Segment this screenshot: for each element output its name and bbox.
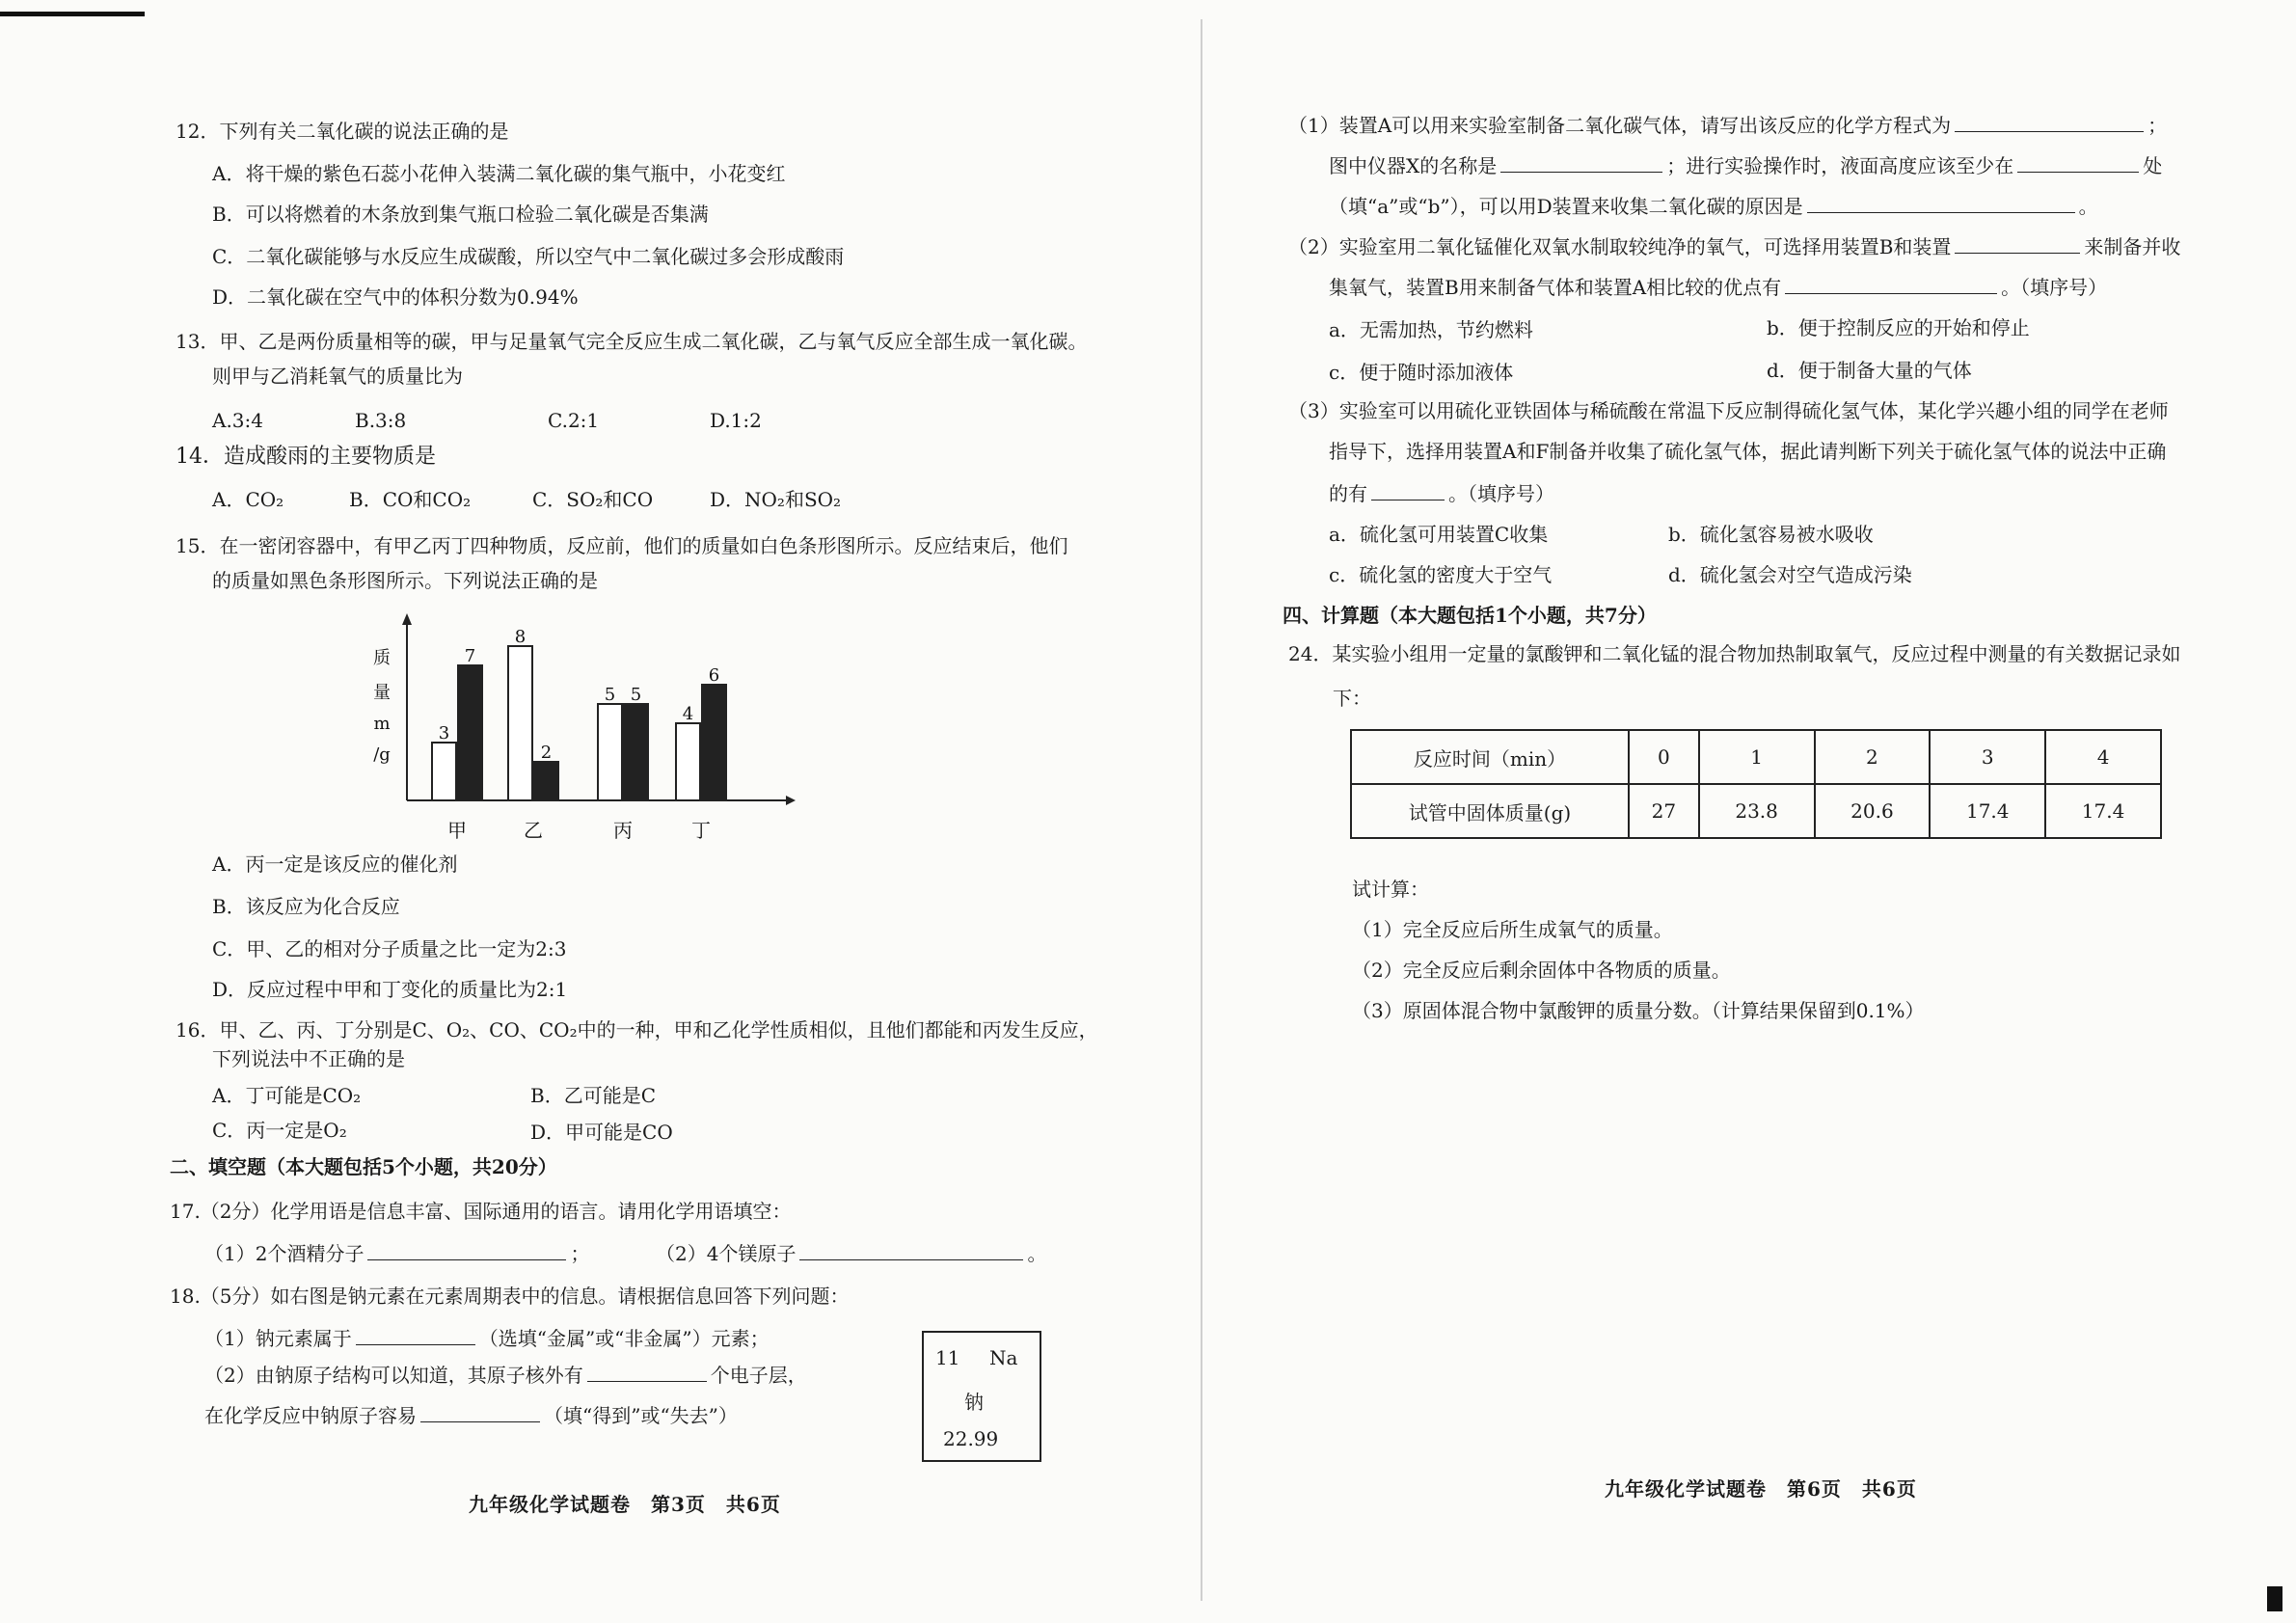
q14-option-b: B．CO和CO₂ <box>349 488 472 511</box>
q12-option-a: A．将干燥的紫色石蕊小花伸入装满二氧化碳的集气瓶中，小花变红 <box>212 162 786 185</box>
q24-try-calc: 试计算： <box>1352 878 1429 901</box>
sodium-element-cell <box>922 1331 1041 1462</box>
q18-part-1-label: （1）钠元素属于 <box>204 1327 352 1350</box>
q13-option-a: A.3:4 <box>212 409 263 432</box>
table-cell: 23.8 <box>1699 784 1815 838</box>
q23-2-option-a: a．无需加热，节约燃料 <box>1329 318 1533 341</box>
element-name: 钠 <box>964 1391 984 1414</box>
bar-before-1 <box>432 743 456 800</box>
q23-reason-blank[interactable] <box>1807 195 2075 213</box>
q17-answer-2-blank[interactable] <box>799 1242 1023 1260</box>
q23-1-text-f: （填“a”或“b”），可以用D装置来收集二氧化碳的原因是 <box>1329 195 1803 218</box>
category-label: 丁 <box>691 819 711 842</box>
q14-option-d: D．NO₂和SO₂ <box>710 488 842 511</box>
q23-part-1-line-2 <box>1329 154 2162 177</box>
q15-option-a: A．丙一定是该反应的催化剂 <box>212 852 458 876</box>
q15-stem-1: 15．在一密闭容器中，有甲乙丙丁四种物质，反应前，他们的质量如白色条形图所示。反应结束后，他们 <box>176 534 1068 557</box>
q23-1-text-d: ；进行实验操作时，液面高度应该至少在 <box>1666 154 2014 177</box>
q23-2-option-d: d．便于制备大量的气体 <box>1767 359 1972 382</box>
y-axis-label-line: m <box>373 714 391 734</box>
q14-option-a: A．CO₂ <box>212 488 284 511</box>
bar-value-label: 5 <box>630 685 642 705</box>
right-page-footer: 九年级化学试题卷 第6页 共6页 <box>1605 1477 1917 1501</box>
q17-answer-1-blank[interactable] <box>367 1242 566 1260</box>
q17-part-2 <box>656 1242 1046 1265</box>
q23-part-3-line-3 <box>1329 482 1554 505</box>
q13-stem-1: 13．甲、乙是两份质量相等的碳，甲与足量氧气完全反应生成二氧化碳，乙与氧气反应全部生成一氧化碳。 <box>176 330 1088 353</box>
table-cell: 17.4 <box>1930 784 2045 838</box>
q23-advantage-blank[interactable] <box>1785 276 1997 294</box>
q23-1-text-g: 。 <box>2078 195 2098 218</box>
q23-2-text-b: 来制备并收 <box>2084 235 2181 258</box>
table-cell: 20.6 <box>1815 784 1931 838</box>
table-cell: 2 <box>1815 730 1931 784</box>
table-cell: 4 <box>2045 730 2161 784</box>
q23-2-text-a: （2）实验室用二氧化锰催化双氧水制取较纯净的氧气，可选择用装置B和装置 <box>1288 235 1952 258</box>
q23-2-text-c: 集氧气，装置B用来制备气体和装置A相比较的优点有 <box>1329 276 1782 299</box>
q14-stem: 14．造成酸雨的主要物质是 <box>176 445 436 469</box>
table-row-mass <box>1351 784 2161 838</box>
q23-part-3-line-2: 指导下，选择用装置A和F制备并收集了硫化氢气体，据此请判断下列关于硫化氢气体的说法中正确 <box>1329 440 2167 463</box>
q23-part-2-line-2 <box>1329 276 2107 299</box>
table-cell: 27 <box>1629 784 1699 838</box>
right-page <box>1205 0 2296 1623</box>
page-divider <box>1201 19 1202 1601</box>
q17-part-2-end: 。 <box>1027 1242 1047 1265</box>
q16-option-d: D．甲可能是CO <box>530 1121 673 1144</box>
q18-part-2-end: 个电子层， <box>710 1364 807 1387</box>
y-axis-arrow <box>402 613 412 625</box>
table-cell: 17.4 <box>2045 784 2161 838</box>
q16-option-c: C．丙一定是O₂ <box>212 1119 347 1142</box>
q23-equation-blank[interactable] <box>1955 114 2144 132</box>
q15-stem-2: 的质量如黑色条形图所示。下列说法正确的是 <box>212 569 598 592</box>
bar-after-3 <box>624 704 648 800</box>
q16-stem-2: 下列说法中不正确的是 <box>212 1047 405 1070</box>
q12-option-c: C．二氧化碳能够与水反应生成碳酸，所以空气中二氧化碳过多会形成酸雨 <box>212 245 845 268</box>
q17-part-1 <box>204 1242 589 1265</box>
bar-before-4 <box>676 723 700 800</box>
q23-part-1-line-3 <box>1329 195 2098 218</box>
q16-option-b: B．乙可能是C <box>530 1084 656 1107</box>
q15-option-c: C．甲、乙的相对分子质量之比一定为2:3 <box>212 937 567 960</box>
q24-calc-1: （1）完全反应后所生成氧气的质量。 <box>1352 918 1673 941</box>
q23-h2s-blank[interactable] <box>1371 482 1445 500</box>
q23-3-option-b: b．硫化氢容易被水吸收 <box>1668 523 1874 546</box>
bar-value-label: 3 <box>438 723 450 744</box>
bar-value-label: 6 <box>708 665 720 686</box>
q23-part-2-line-1 <box>1288 235 2180 258</box>
q23-1-text-c: 图中仪器X的名称是 <box>1329 154 1498 177</box>
q23-3-option-a: a．硫化氢可用装置C收集 <box>1329 523 1549 546</box>
bar-after-2 <box>534 762 558 800</box>
bar-after-4 <box>702 685 726 800</box>
q23-3-text-b: 。（填序号） <box>1448 482 1554 505</box>
q18-part-2-label: （2）由钠原子结构可以知道，其原子核外有 <box>204 1364 583 1387</box>
q18-part-3-label: 在化学反应中钠原子容易 <box>204 1404 417 1427</box>
category-label: 丙 <box>613 819 633 842</box>
q14-option-c: C．SO₂和CO <box>532 488 654 511</box>
atomic-mass: 22.99 <box>943 1427 999 1450</box>
q18-answer-1-blank[interactable] <box>356 1327 475 1345</box>
q17-part-1-end: ； <box>570 1242 590 1265</box>
table-cell: 反应时间（min） <box>1351 730 1629 784</box>
q18-answer-3-blank[interactable] <box>420 1404 540 1422</box>
q24-calc-3: （3）原固体混合物中氯酸钾的质量分数。（计算结果保留到0.1%） <box>1352 999 1925 1022</box>
q12-option-d: D．二氧化碳在空气中的体积分数为0.94% <box>212 285 579 309</box>
q24-calc-2: （2）完全反应后剩余固体中各物质的质量。 <box>1352 959 1731 982</box>
mass-bar-chart-svg <box>357 606 800 847</box>
bar-before-3 <box>598 704 622 800</box>
q13-option-d: D.1:2 <box>710 409 762 432</box>
q23-2-option-b: b．便于控制反应的开始和停止 <box>1767 316 2030 339</box>
table-row-time <box>1351 730 2161 784</box>
q23-1-text-b: ； <box>2147 114 2168 137</box>
q15-option-d: D．反应过程中甲和丁变化的质量比为2:1 <box>212 978 568 1001</box>
bar-before-2 <box>508 646 532 800</box>
q18-answer-2-blank[interactable] <box>587 1364 707 1382</box>
q13-option-b: B.3:8 <box>355 409 407 432</box>
table-cell: 0 <box>1629 730 1699 784</box>
category-label: 乙 <box>524 819 543 842</box>
q17-part-1-label: （1）2个酒精分子 <box>204 1242 365 1265</box>
category-label: 甲 <box>447 819 467 842</box>
q23-liquid-level-blank[interactable] <box>2017 154 2139 173</box>
bar-value-label: 5 <box>604 685 616 705</box>
bar-value-label: 7 <box>464 646 476 666</box>
q13-option-c: C.2:1 <box>548 409 600 432</box>
q15-option-b: B．该反应为化合反应 <box>212 895 400 918</box>
q17-stem: 17.（2分）化学用语是信息丰富、国际通用的语言。请用化学用语填空： <box>170 1200 792 1223</box>
q13-stem-2: 则甲与乙消耗氧气的质量比为 <box>212 365 463 388</box>
bar-value-label: 2 <box>540 743 553 763</box>
q23-part-1-line-1 <box>1288 114 2167 137</box>
section-4-heading: 四、计算题（本大题包括1个小题，共7分） <box>1283 604 1657 627</box>
q23-3-option-c: c．硫化氢的密度大于空气 <box>1329 563 1553 586</box>
q18-part-3-hint: （填“得到”或“失去”） <box>544 1404 738 1427</box>
bar-value-label: 4 <box>682 704 694 724</box>
element-symbol: Na <box>989 1346 1018 1369</box>
q18-part-3 <box>204 1404 738 1427</box>
q23-3-text-a: 的有 <box>1329 482 1367 505</box>
left-page-footer: 九年级化学试题卷 第3页 共6页 <box>469 1493 781 1516</box>
q23-3-option-d: d．硫化氢会对空气造成污染 <box>1668 563 1912 586</box>
q23-instrument-x-blank[interactable] <box>1500 154 1662 173</box>
bar-value-label: 8 <box>514 627 527 647</box>
q16-stem-1: 16．甲、乙、丙、丁分别是C、O₂、CO、CO₂中的一种，甲和乙化学性质相似，且他们都能和丙发生反应， <box>176 1018 1098 1041</box>
q23-part-3-line-1: （3）实验室可以用硫化亚铁固体与稀硫酸在常温下反应制得硫化氢气体，某化学兴趣小组的同学在老师 <box>1288 399 2169 422</box>
mass-bar-chart <box>357 606 800 851</box>
q18-stem: 18.（5分）如右图是钠元素在元素周期表中的信息。请根据信息回答下列问题： <box>170 1285 850 1308</box>
table-cell: 3 <box>1930 730 2045 784</box>
y-axis-label-line: 质 <box>373 648 391 668</box>
x-axis-arrow <box>786 796 796 805</box>
bar-after-1 <box>458 665 482 800</box>
q18-part-1 <box>204 1327 770 1350</box>
q23-2-text-d: 。（填序号） <box>2001 276 2108 299</box>
q12-option-b: B．可以将燃着的木条放到集气瓶口检验二氧化碳是否集满 <box>212 203 709 226</box>
y-axis-label-line: /g <box>373 744 391 765</box>
q23-1-text-a: （1）装置A可以用来实验室制备二氧化碳气体，请写出该反应的化学方程式为 <box>1288 114 1952 137</box>
table-cell: 试管中固体质量(g) <box>1351 784 1629 838</box>
reaction-data-table <box>1350 729 2162 839</box>
q12-stem: 12．下列有关二氧化碳的说法正确的是 <box>176 120 509 143</box>
q24-stem-1: 24．某实验小组用一定量的氯酸钾和二氧化锰的混合物加热制取氧气，反应过程中测量的有关数据记录如 <box>1288 642 2181 665</box>
q23-2-option-c: c．便于随时添加液体 <box>1329 361 1514 384</box>
atomic-number: 11 <box>935 1346 960 1369</box>
section-2-heading: 二、填空题（本大题包括5个小题，共20分） <box>170 1155 557 1178</box>
q18-part-2 <box>204 1364 807 1387</box>
q17-part-2-label: （2）4个镁原子 <box>656 1242 797 1265</box>
q16-option-a: A．丁可能是CO₂ <box>212 1084 362 1107</box>
q24-stem-2: 下： <box>1333 687 1371 710</box>
q23-1-text-e: 处 <box>2143 154 2163 177</box>
q23-device-blank[interactable] <box>1955 235 2080 254</box>
y-axis-label-line: 量 <box>373 683 391 703</box>
q18-part-1-hint: （选填“金属”或“非金属”）元素； <box>478 1327 770 1350</box>
table-cell: 1 <box>1699 730 1815 784</box>
